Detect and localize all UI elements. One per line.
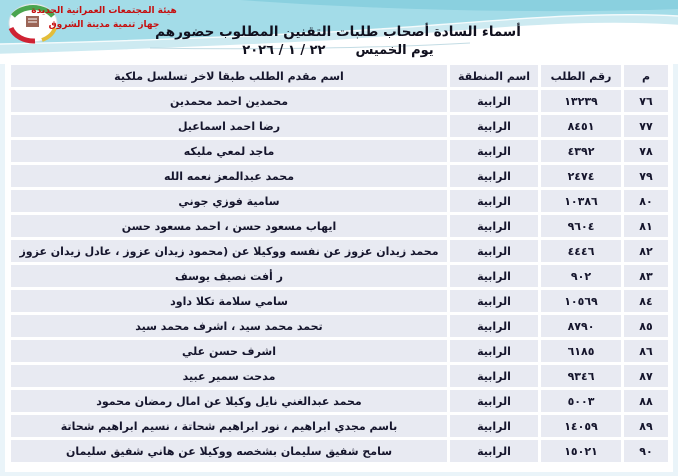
date-day-label: يوم الخميس [355, 43, 434, 58]
applicant-name-cell: محمدين احمد محمدين [11, 90, 447, 112]
seq-cell: ٨٦ [624, 340, 668, 362]
request-number-cell: ٩٣٤٦ [541, 365, 621, 387]
seq-cell: ٨٣ [624, 265, 668, 287]
applicant-name-cell: محمد زيدان عزوز عن نفسه ووكيلا عن (محمود زيدان عزوز ، عادل زيدان عزوز [11, 240, 447, 262]
region-cell: الرابية [450, 140, 538, 162]
column-header-seq: م [624, 65, 668, 87]
applicant-name-cell: سامي سلامة تكلا داود [11, 290, 447, 312]
agency-name-line1: هيئة المجتمعات العمرانية الجديدة [31, 6, 177, 16]
request-number-cell: ٦١٨٥ [541, 340, 621, 362]
table-row [11, 190, 668, 212]
region-cell: الرابية [450, 90, 538, 112]
request-number-cell: ٩٠٢ [541, 265, 621, 287]
region-cell: الرابية [450, 340, 538, 362]
table-row [11, 115, 668, 137]
table-row [11, 265, 668, 287]
table-row [11, 365, 668, 387]
region-cell: الرابية [450, 390, 538, 412]
region-cell: الرابية [450, 240, 538, 262]
region-cell: الرابية [450, 290, 538, 312]
table-row [11, 90, 668, 112]
request-number-cell: ١٥٠٢١ [541, 440, 621, 462]
seq-cell: ٨١ [624, 215, 668, 237]
request-number-cell: ١٣٢٣٩ [541, 90, 621, 112]
seq-cell: ٧٧ [624, 115, 668, 137]
region-cell: الرابية [450, 215, 538, 237]
applicant-name-cell: سامح شفيق سليمان بشخصه ووكيلا عن هاني شفيق سليمان [11, 440, 447, 462]
seq-cell: ٧٦ [624, 90, 668, 112]
table-row [11, 440, 668, 462]
column-header-applicant: اسم مقدم الطلب طبقا لاخر تسلسل ملكية [11, 65, 447, 87]
page-title: أسماء السادة أصحاب طلبات التقنين المطلوب حضورهم [155, 24, 521, 40]
region-cell: الرابية [450, 265, 538, 287]
request-number-cell: ١٠٥٦٩ [541, 290, 621, 312]
applicant-name-cell: ر أفت نصيف يوسف [11, 265, 447, 287]
request-number-cell: ٢٤٧٤ [541, 165, 621, 187]
applicant-name-cell: محمد عبدالغني نايل وكيلا عن امال رمضان محمود [11, 390, 447, 412]
table-row [11, 165, 668, 187]
region-cell: الرابية [450, 365, 538, 387]
region-cell: الرابية [450, 115, 538, 137]
applicant-name-cell: رضا احمد اسماعيل [11, 115, 447, 137]
applicant-name-cell: اشرف حسن علي [11, 340, 447, 362]
table-header-row [11, 65, 668, 87]
table-row [11, 215, 668, 237]
seq-cell: ٨٢ [624, 240, 668, 262]
column-header-request-number: رقم الطلب [541, 65, 621, 87]
seq-cell: ٨٠ [624, 190, 668, 212]
table-row [11, 415, 668, 437]
table-row [11, 340, 668, 362]
title-block [38, 24, 638, 58]
region-cell: الرابية [450, 315, 538, 337]
request-number-cell: ٨٧٩٠ [541, 315, 621, 337]
seq-cell: ٨٧ [624, 365, 668, 387]
seq-cell: ٨٩ [624, 415, 668, 437]
agency-name-line2: جهاز تنمية مدينة الشروق [48, 19, 160, 30]
table-row [11, 390, 668, 412]
region-cell: الرابية [450, 190, 538, 212]
region-cell: الرابية [450, 415, 538, 437]
applicant-name-cell: سامية فوزي جوني [11, 190, 447, 212]
request-number-cell: ٨٤٥١ [541, 115, 621, 137]
applicants-table-wrap [8, 62, 671, 465]
column-header-region: اسم المنطقة [450, 65, 538, 87]
applicant-name-cell: تحمد محمد سيد ، اشرف محمد سيد [11, 315, 447, 337]
table-row [11, 240, 668, 262]
table-row [11, 315, 668, 337]
applicants-table [8, 62, 671, 465]
seq-cell: ٨٨ [624, 390, 668, 412]
applicant-name-cell: ايهاب مسعود حسن ، احمد مسعود حسن [11, 215, 447, 237]
applicant-name-cell: محمد عبدالمعز نعمه الله [11, 165, 447, 187]
seq-cell: ٧٩ [624, 165, 668, 187]
seq-cell: ٨٤ [624, 290, 668, 312]
region-cell: الرابية [450, 165, 538, 187]
request-number-cell: ٤٤٤٦ [541, 240, 621, 262]
applicant-name-cell: مدحت سمير عبيد [11, 365, 447, 387]
region-cell: الرابية [450, 440, 538, 462]
seq-cell: ٨٥ [624, 315, 668, 337]
table-row [11, 290, 668, 312]
request-number-cell: ٤٣٩٢ [541, 140, 621, 162]
seq-cell: ٧٨ [624, 140, 668, 162]
session-date [38, 43, 638, 58]
request-number-cell: ٥٠٠٣ [541, 390, 621, 412]
request-number-cell: ١٠٣٨٦ [541, 190, 621, 212]
table-row [11, 140, 668, 162]
applicant-name-cell: باسم مجدي ابراهيم ، نور ابراهيم شحاتة ، نسيم ابراهيم شحاتة [11, 415, 447, 437]
request-number-cell: ١٤٠٥٩ [541, 415, 621, 437]
seq-cell: ٩٠ [624, 440, 668, 462]
applicant-name-cell: ماجد لمعي مليكه [11, 140, 447, 162]
date-value: ٢٢ / ١ / ٢٠٢٦ [242, 43, 326, 58]
table-body [11, 90, 668, 462]
request-number-cell: ٩٦٠٤ [541, 215, 621, 237]
